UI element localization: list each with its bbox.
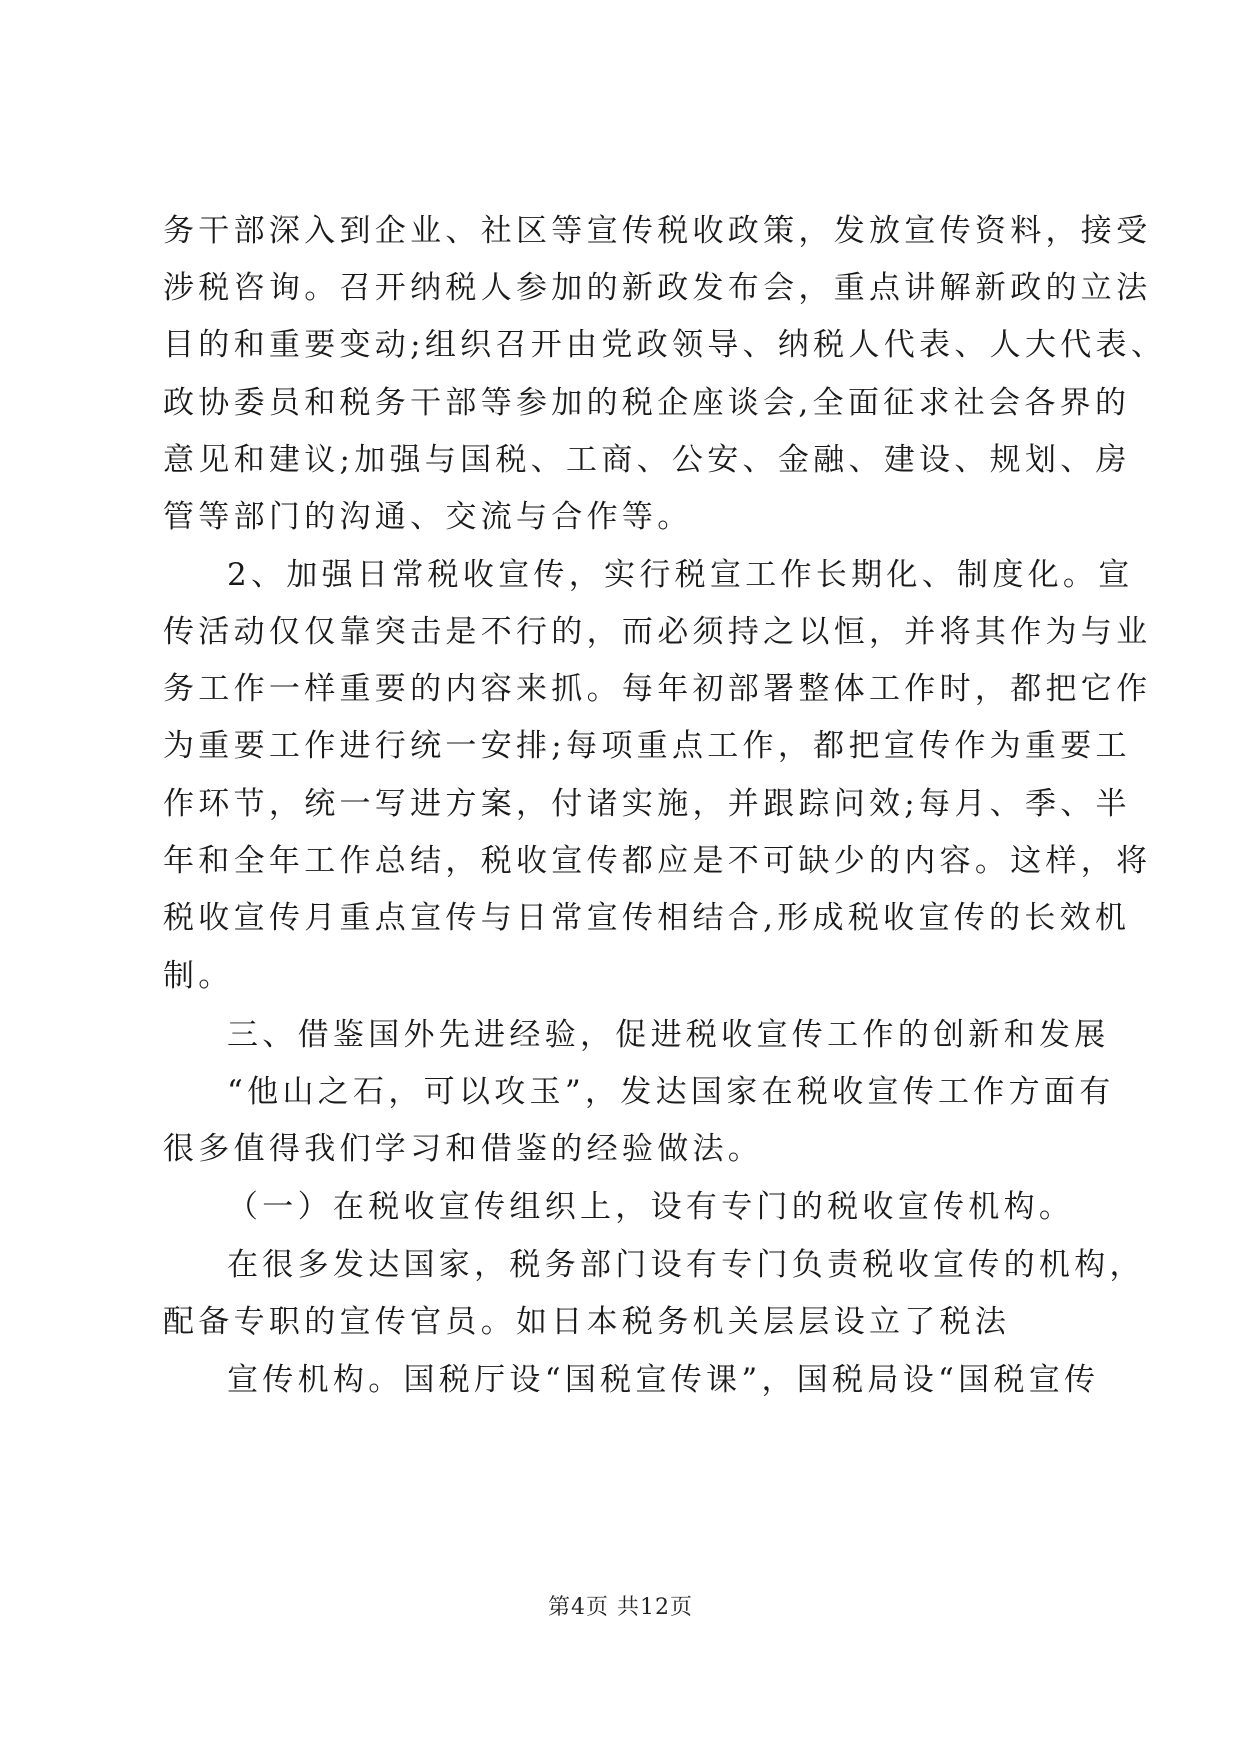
text-line: 政协委员和税务干部等参加的税企座谈会,全面征求社会各界的 bbox=[163, 385, 1131, 421]
text-line: 很多值得我们学习和借鉴的经验做法。 bbox=[163, 1131, 764, 1167]
text-line: 涉税咨询。召开纳税人参加的新政发布会，重点讲解新政的立法 bbox=[163, 270, 1152, 306]
text-line: 年和全年工作总结，税收宣传都应是不可缺少的内容。这样，将 bbox=[163, 843, 1152, 879]
paragraph-first-line: 宣传机构。国税厅设“国税宣传课”，国税局设“国税宣传 bbox=[227, 1362, 1100, 1398]
text-line: 传活动仅仅靠突击是不行的，而必须持之以恒，并将其作为与业 bbox=[163, 614, 1152, 650]
paragraph-first-line: 2、加强日常税收宣传，实行税宣工作长期化、制度化。宣 bbox=[227, 557, 1134, 593]
text-line: 作环节，统一写进方案，付诸实施，并跟踪问效;每月、季、半 bbox=[163, 786, 1131, 822]
paragraph-first-line: 在很多发达国家，税务部门设有专门负责税收宣传的机构， bbox=[227, 1247, 1145, 1283]
text-line: 管等部门的沟通、交流与合作等。 bbox=[163, 499, 693, 535]
text-line: 税收宣传月重点宣传与日常宣传相结合,形成税收宣传的长效机 bbox=[163, 900, 1131, 936]
text-line: 目的和重要变动;组织召开由党政领导、纳税人代表、人大代表、 bbox=[163, 327, 1167, 363]
text-line: 制。 bbox=[163, 958, 234, 994]
section-heading: 三、借鉴国外先进经验，促进税收宣传工作的创新和发展 bbox=[227, 1017, 1110, 1053]
text-line: 务干部深入到企业、社区等宣传税收政策，发放宣传资料，接受 bbox=[163, 213, 1152, 249]
text-line: 意见和建议;加强与国税、工商、公安、金融、建设、规划、房 bbox=[163, 442, 1131, 478]
text-line: 配备专职的宣传官员。如日本税务机关层层设立了税法 bbox=[163, 1304, 1011, 1340]
paragraph-first-line: “他山之石，可以攻玉”，发达国家在税收宣传工作方面有 bbox=[227, 1074, 1115, 1110]
text-line: 务工作一样重要的内容来抓。每年初部署整体工作时，都把它作 bbox=[163, 671, 1152, 707]
subsection-heading: （一）在税收宣传组织上，设有专门的税收宣传机构。 bbox=[227, 1189, 1075, 1225]
page-footer: 第4页 共12页 bbox=[548, 1595, 693, 1620]
text-line: 为重要工作进行统一安排;每项重点工作，都把宣传作为重要工 bbox=[163, 728, 1131, 764]
